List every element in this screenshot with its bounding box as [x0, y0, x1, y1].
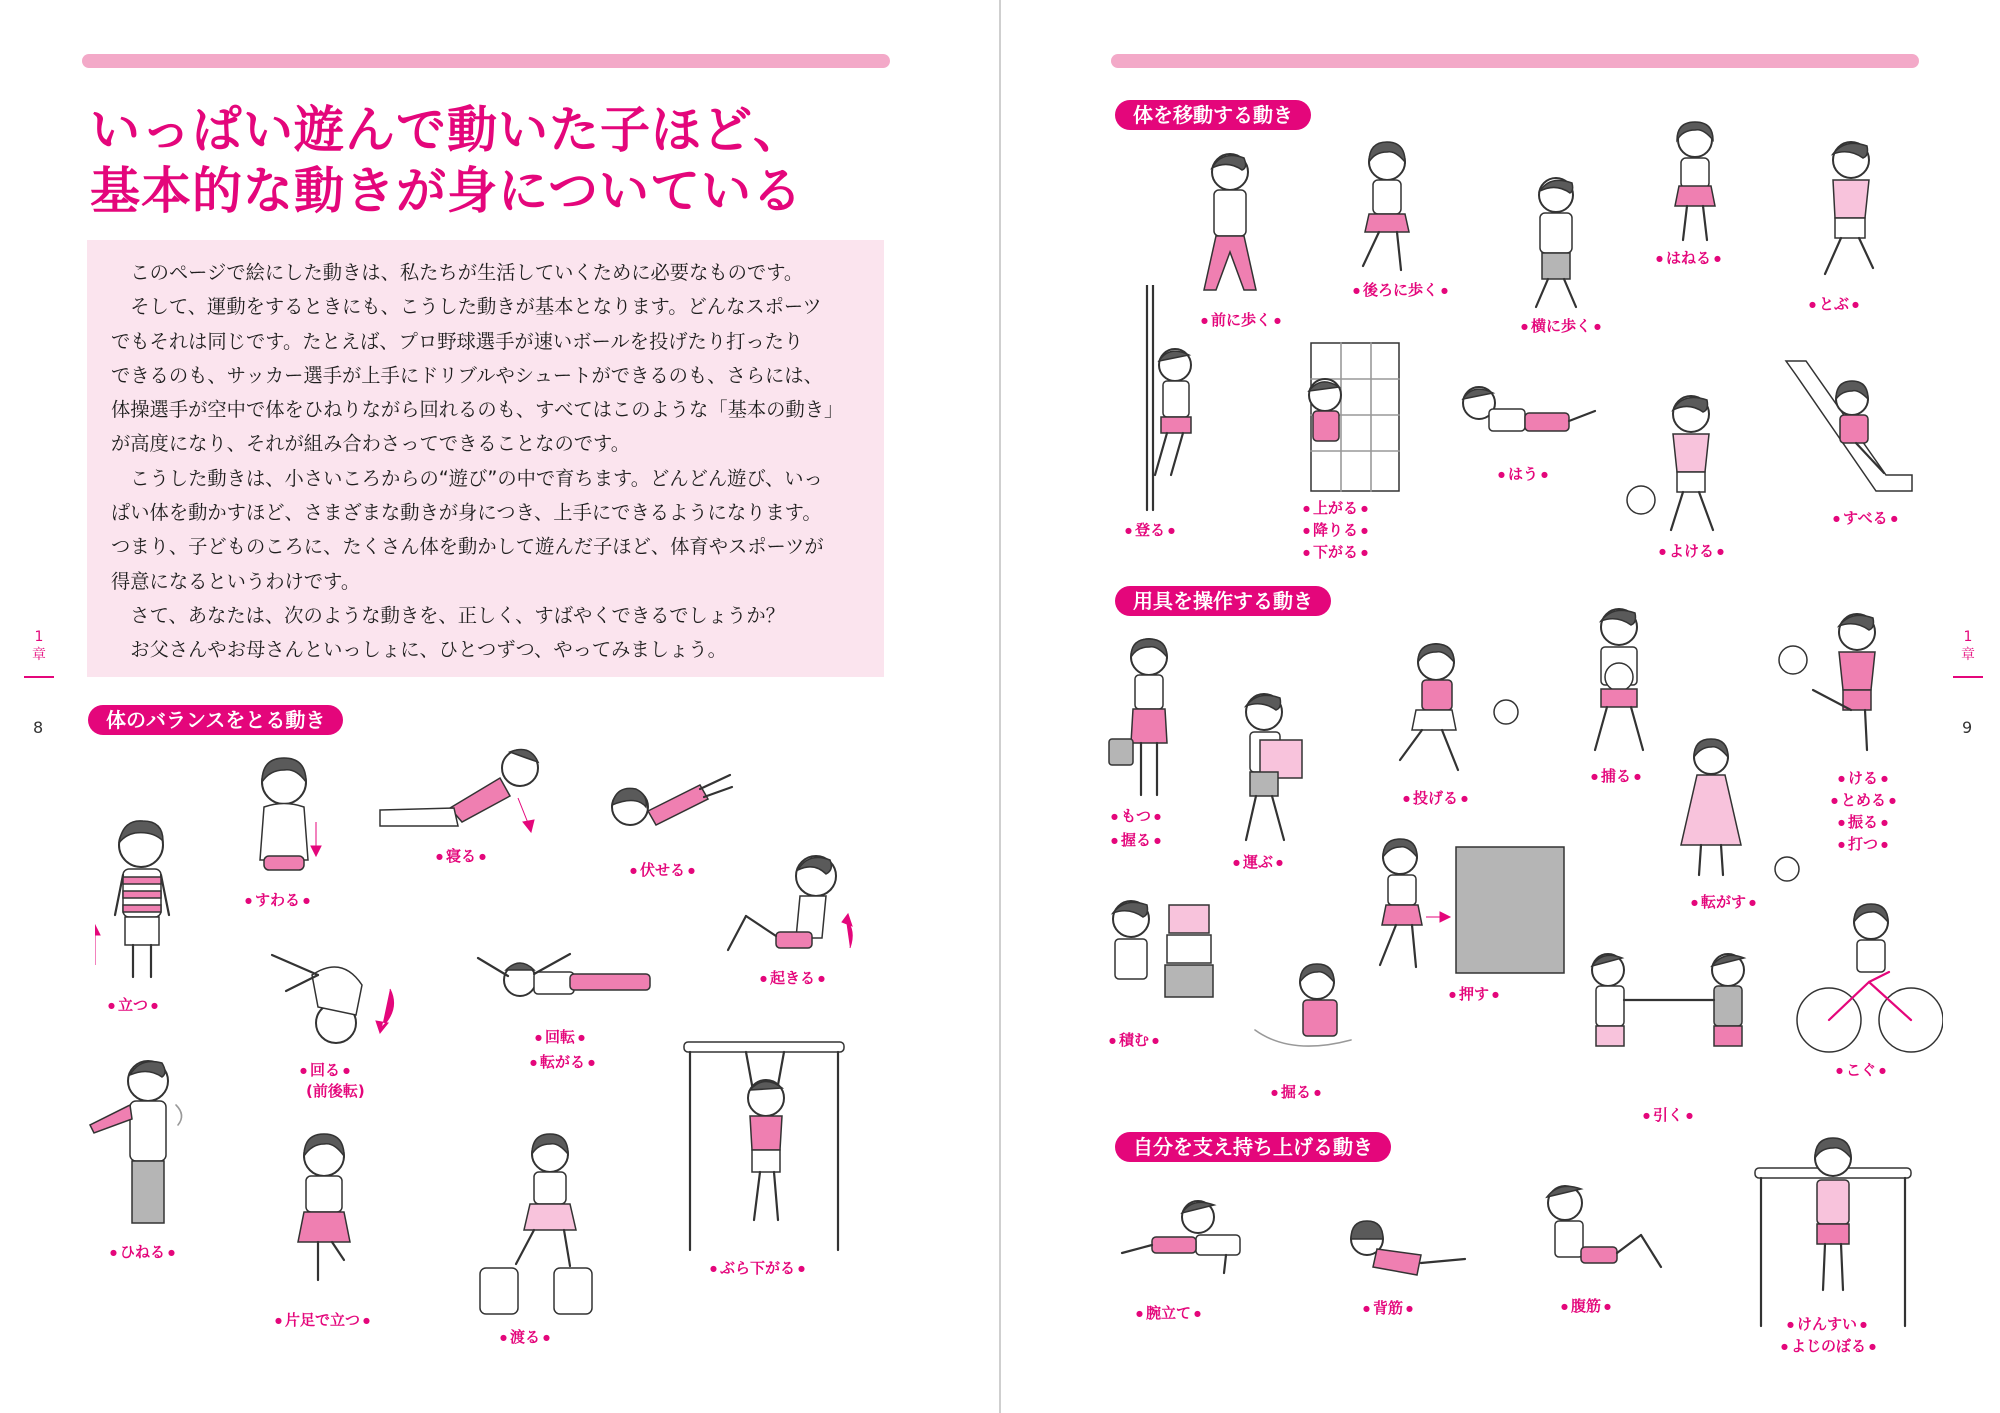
standing-boy-illustration	[95, 815, 185, 990]
label-nageru: ● 投げる ●	[1403, 788, 1468, 809]
top-decor-bar	[1111, 54, 1919, 68]
walking-sideways-illustration	[1516, 175, 1596, 315]
climbing-pole-illustration	[1131, 285, 1211, 515]
label-mawaru-sub: (前後転)	[306, 1082, 365, 1100]
intro-line: さて、あなたは、次のような動きを、正しく、すばやくできるでしょうか？	[130, 603, 785, 627]
chapter-number: 1	[1963, 629, 1973, 645]
intro-line: 体操選手が空中で体をひねりながら回れるのも、すべてはこのような「基本の動き」	[111, 398, 844, 422]
sitting-girl-illustration	[250, 752, 330, 882]
label-agaru: ● 上がる ●	[1303, 498, 1368, 519]
intro-line: できるのも、サッカー選手が上手にドリブルやシュートができるのも、さらには、	[111, 363, 823, 387]
jungle-gym-illustration	[1281, 335, 1406, 495]
label-haneru: ● はねる ●	[1656, 248, 1721, 269]
intro-text-box	[87, 240, 884, 677]
page-number-right: 9	[1962, 718, 1973, 737]
carrying-box-boy-illustration	[1226, 690, 1306, 850]
intro-line: こうした動きは、小さいころからの“遊び”の中で育ちます。どんどん遊び、いっ	[130, 466, 823, 490]
label-kaiten: ● 回転 ●	[535, 1027, 585, 1048]
sit-up-boy-illustration	[1521, 1175, 1671, 1285]
jumping-girl-illustration	[1659, 120, 1731, 250]
top-decor-bar	[82, 54, 890, 68]
label-tobu: ● とぶ ●	[1809, 294, 1859, 315]
label-suberu: ● すべる ●	[1833, 508, 1898, 529]
right-page	[1001, 0, 2000, 1413]
label-suwaru: ● すわる ●	[245, 890, 310, 911]
label-wataru: ● 渡る ●	[500, 1327, 550, 1348]
label-yojinoboru: ● よじのぼる ●	[1781, 1336, 1876, 1357]
intro-line: つまり、子どものころに、たくさん体を動かして遊んだ子ほど、体育やスポーツが	[111, 535, 824, 559]
holding-bucket-girl-illustration	[1105, 635, 1185, 805]
one-leg-girl-illustration	[278, 1130, 368, 1285]
intro-line: このページで絵にした動きは、私たちが生活していくために必要なものです。	[130, 261, 804, 284]
page-headline	[90, 100, 804, 222]
section-label-balance: 体のバランスをとる動き	[88, 705, 343, 735]
label-osu: ● 押す ●	[1449, 984, 1499, 1005]
intro-line: お父さんやお母さんといっしょに、ひとつずつ、やってみましょう。	[130, 638, 727, 662]
crossing-girl-illustration	[470, 1130, 605, 1320]
label-yoko: ● 横に歩く ●	[1521, 316, 1601, 337]
throwing-girl-illustration	[1386, 640, 1521, 780]
label-fukkin: ● 腹筋 ●	[1561, 1296, 1611, 1317]
intro-line: が高度になり、それが組み合わさってできることなのです。	[111, 432, 631, 456]
label-haikin: ● 背筋 ●	[1363, 1298, 1413, 1319]
chapter-kanji: 章	[32, 647, 46, 663]
label-furu: ● 振る ●	[1838, 812, 1888, 833]
label-tatsu: ● 立つ ●	[108, 995, 158, 1016]
label-kataashi: ● 片足で立つ ●	[275, 1310, 370, 1331]
label-noboru: ● 登る ●	[1125, 520, 1175, 541]
intro-line: でもそれは同じです。たとえば、プロ野球選手が速いボールを投げたり打ったり	[111, 329, 804, 353]
section-label-support: 自分を支え持ち上げる動き	[1115, 1132, 1391, 1162]
section-label-move: 体を移動する動き	[1115, 100, 1311, 130]
label-okiru: ● 起きる ●	[760, 968, 825, 989]
label-neru: ● 寝る ●	[436, 846, 486, 867]
label-kensui: ● けんすい ●	[1787, 1314, 1867, 1335]
headline-line-2: 基本的な動きが身についている	[90, 162, 803, 220]
rolling-child-illustration	[262, 945, 412, 1060]
crawling-boy-illustration	[1449, 375, 1599, 455]
catching-boy-illustration	[1561, 605, 1671, 760]
chapter-rule	[24, 676, 54, 678]
label-korogasu: ● 転がす ●	[1691, 892, 1756, 913]
lying-girl-illustration	[370, 738, 550, 838]
label-burasagaru: ● ぶら下がる ●	[710, 1258, 805, 1279]
label-oriru: ● 降りる ●	[1303, 520, 1368, 541]
pulling-children-illustration	[1576, 950, 1761, 1100]
left-page	[0, 0, 999, 1413]
intro-line: 得意になるというわけです。	[111, 569, 361, 593]
label-sagaru: ● 下がる ●	[1303, 542, 1368, 563]
chapter-marker-left	[24, 628, 54, 678]
hanging-boy-illustration	[680, 1040, 850, 1255]
label-hakobu: ● 運ぶ ●	[1233, 852, 1283, 873]
label-nigiru: ● 握る ●	[1111, 830, 1161, 851]
pushing-box-girl-illustration	[1366, 835, 1571, 985]
label-mawaru: ● 回る ●	[300, 1060, 350, 1081]
dodging-boy-illustration	[1621, 390, 1741, 540]
digging-girl-illustration	[1251, 960, 1371, 1060]
chapter-kanji: 章	[1961, 647, 1975, 663]
intro-line: ぱい体を動かすほど、さまざまな動きが身につき、上手にできるようになります。	[111, 501, 822, 525]
rolling-ball-girl-illustration	[1661, 735, 1811, 885]
twisting-boy-illustration	[82, 1055, 202, 1240]
label-fuseru: ● 伏せる ●	[630, 860, 695, 881]
label-udetate: ● 腕立て ●	[1136, 1303, 1201, 1324]
sitting-up-boy-illustration	[718, 850, 863, 970]
chapter-number: 1	[34, 629, 44, 645]
walking-backward-illustration	[1341, 140, 1431, 280]
cycling-girl-illustration	[1793, 900, 1943, 1060]
label-toru: ● 捕る ●	[1591, 766, 1641, 787]
chapter-rule	[1953, 676, 1983, 678]
sliding-girl-illustration	[1776, 355, 1916, 505]
chapter-marker-right	[1953, 628, 1983, 678]
prone-girl-illustration	[600, 765, 740, 850]
headline-line-1: いっぱい遊んで動いた子ほど、	[90, 101, 804, 159]
label-tomeru: ● とめる ●	[1831, 790, 1896, 811]
intro-line: そして、運動をするときにも、こうした動きが基本となります。どんなスポーツ	[130, 295, 822, 319]
push-up-boy-illustration	[1116, 1195, 1256, 1275]
page-number-left: 8	[33, 718, 44, 737]
label-tsumu: ● 積む ●	[1109, 1030, 1159, 1051]
label-ushiro: ● 後ろに歩く ●	[1353, 280, 1448, 301]
stacking-blocks-boy-illustration	[1101, 895, 1221, 1025]
label-hiku: ● 引く ●	[1643, 1105, 1693, 1126]
walking-forward-illustration	[1186, 150, 1276, 300]
label-hineru: ● ひねる ●	[110, 1242, 175, 1263]
chin-up-girl-illustration	[1751, 1130, 1916, 1330]
label-hau: ● はう ●	[1498, 464, 1548, 485]
label-horu: ● 掘る ●	[1271, 1082, 1321, 1103]
label-keru: ● ける ●	[1838, 768, 1888, 789]
back-arch-girl-illustration	[1321, 1205, 1471, 1295]
label-korogaru: ● 転がる ●	[530, 1052, 595, 1073]
log-rolling-girl-illustration	[470, 950, 660, 1020]
section-label-tools: 用具を操作する動き	[1115, 586, 1331, 616]
label-kogu: ● こぐ ●	[1836, 1060, 1886, 1081]
label-utsu: ● 打つ ●	[1838, 834, 1888, 855]
label-yokeru: ● よける ●	[1659, 541, 1724, 562]
label-motsu: ● もつ ●	[1111, 806, 1161, 827]
leaping-boy-illustration	[1801, 138, 1891, 288]
label-mae: ● 前に歩く ●	[1201, 310, 1281, 331]
